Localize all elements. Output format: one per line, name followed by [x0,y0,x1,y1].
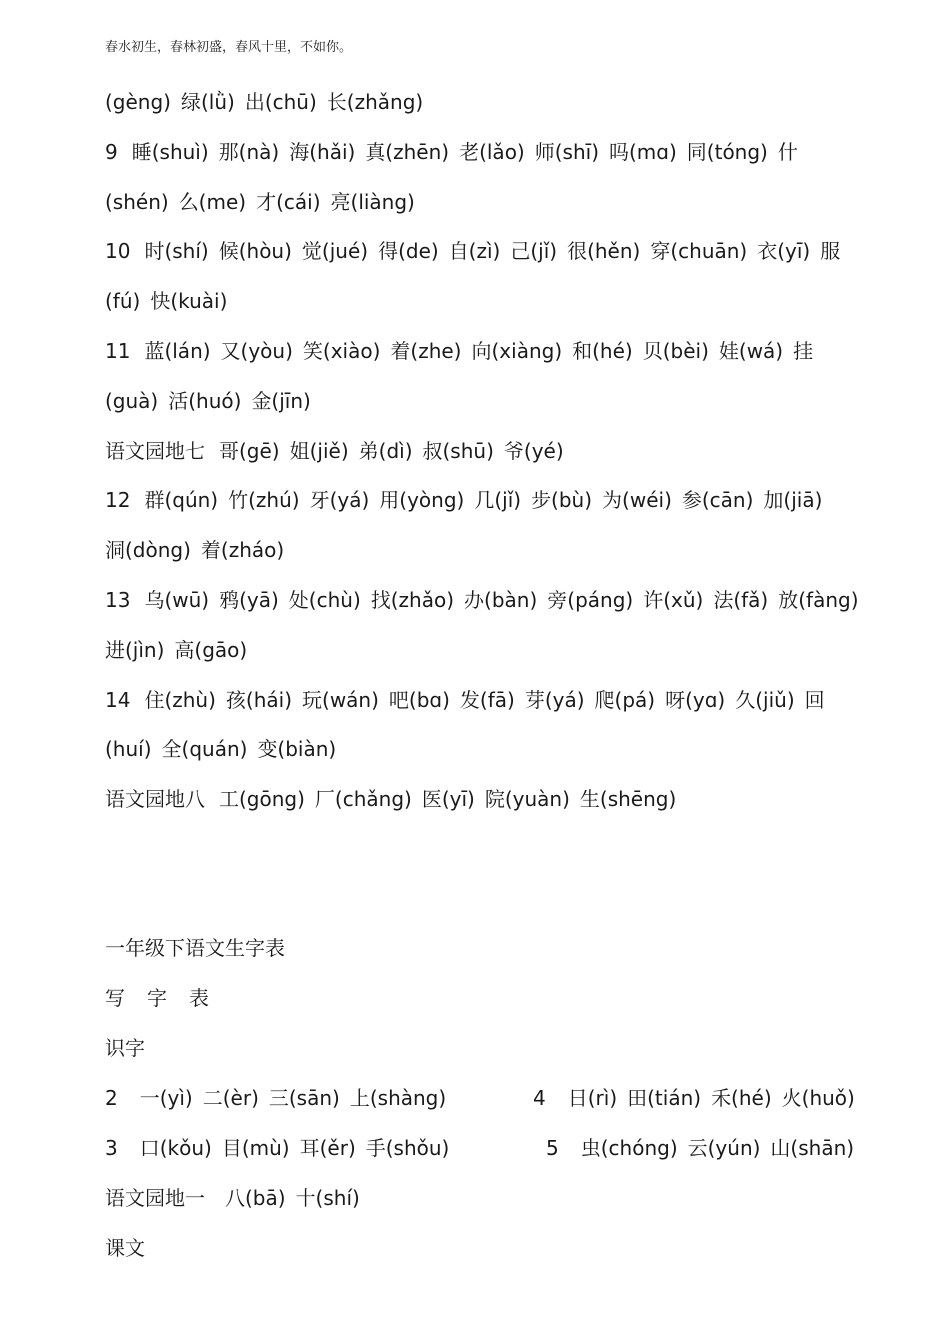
vocab-entry: 洞(dòng) [105,538,191,562]
vocab-entry: 目(mù) [221,1136,290,1160]
vocab-entry: 爬(pá) [594,688,656,712]
vocab-line [105,439,564,463]
vocab-entry: 玩(wán) [302,688,379,712]
vocab-entry: 那(nà) [218,140,280,164]
vocab-entry: 上(shàng) [349,1086,447,1110]
vocab-entry: 用(yòng) [379,488,465,512]
vocab-entry: 进(jìn) [105,638,165,662]
vocab-entry: 院(yuàn) [484,787,570,811]
vocab-entry: 三(sān) [268,1086,340,1110]
two-col-left [105,1136,449,1160]
vocab-line [105,289,227,313]
vocab-entry: 乌(wū) [144,588,210,612]
vocab-entry: 海(hǎi) [289,140,356,164]
vocab-entry: 活(huó) [168,389,242,413]
vocab-entry: 高(gāo) [174,638,248,662]
vocab-entry: 耳(ěr) [299,1136,356,1160]
vocab-entry: 绿(lǜ) [180,90,235,114]
vocab-entry: (shén) [105,190,169,214]
vocab-line [105,737,336,761]
vocab-entry: 叔(shū) [422,439,494,463]
lesson-number: 3 [105,1136,118,1160]
vocab-entry: 厂(chǎng) [314,787,412,811]
vocab-entry: 才(cái) [256,190,321,214]
vocab-entry: 自(zì) [448,239,501,263]
vocab-entry: 火(huǒ) [781,1086,855,1110]
vocab-entry: 工(gōng) [219,787,305,811]
section-title: 一年级下语文生字表 [105,936,285,960]
vocab-entry: 快(kuài) [150,289,228,313]
vocab-entry: 吧(bɑ) [388,688,450,712]
vocab-entry: 手(shǒu) [365,1136,450,1160]
vocab-entry: 口(kǒu) [139,1136,212,1160]
vocab-entry: 亮(liàng) [330,190,415,214]
vocab-line [105,339,813,363]
vocab-entry: 加(jiā) [763,488,823,512]
vocab-line [105,140,798,164]
vocab-entry: 办(bàn) [464,588,538,612]
lesson-number: 12 [105,488,131,512]
garden-one-line [105,1186,360,1210]
vocab-entry: 姐(jiě) [289,439,349,463]
vocab-entry: 变(biàn) [257,737,337,761]
vocab-entry: 笑(xiào) [302,339,381,363]
vocab-entry: 又(yòu) [220,339,293,363]
vocab-entry: 禾(hé) [711,1086,772,1110]
vocab-line [105,688,825,712]
vocab-entry: 时(shí) [144,239,209,263]
vocab-entry: 放(fàng) [778,588,859,612]
vocab-line [105,588,859,612]
vocab-entry: 许(xǔ) [643,588,704,612]
vocab-entry: 出(chū) [244,90,317,114]
vocab-entry: 服 [820,239,841,263]
vocab-entry: 鸦(yā) [219,588,279,612]
lesson-number: 2 [105,1086,118,1110]
vocab-line [105,538,284,562]
subsection-shizi: 识字 [105,1036,145,1060]
vocab-entry: 向(xiàng) [471,339,563,363]
vocab-entry: (gèng) [105,90,171,114]
vocab-line [105,787,676,811]
vocab-entry: 处(chù) [288,588,361,612]
vocab-entry: 一(yì) [139,1086,193,1110]
vocab-entry: 呀(yɑ) [665,688,726,712]
vocab-entry: 发(fā) [459,688,515,712]
section-subtitle [105,986,209,1010]
vocab-entry: 医(yī) [421,787,475,811]
vocab-entry: 爷(yé) [503,439,564,463]
vocab-entry: 田(tián) [627,1086,702,1110]
vocab-entry: 着(zháo) [200,538,285,562]
vocab-entry: 法(fǎ) [713,588,769,612]
vocab-entry: 久(jiǔ) [735,688,795,712]
vocab-entry: 孩(hái) [225,688,293,712]
vocab-entry: 和(hé) [572,339,633,363]
vocab-entry: 十(shí) [295,1186,360,1210]
vocab-line [105,190,415,214]
vocab-entry: 山(shān) [770,1136,855,1160]
garden-label: 语文园地八 [105,787,205,811]
vocab-entry: 娃(wá) [718,339,784,363]
vocab-entry: 虫(chóng) [580,1136,678,1160]
vocab-entry: 几(jǐ) [474,488,522,512]
vocab-line [105,239,840,263]
vocab-entry: 很(hěn) [567,239,641,263]
lesson-number: 4 [533,1086,546,1110]
vocab-entry: 么(me) [178,190,247,214]
vocab-entry: 牙(yá) [309,488,370,512]
vocab-entry: 参(cān) [681,488,754,512]
vocab-entry: 老(lǎo) [459,140,525,164]
vocab-entry: 吗(mɑ) [609,140,677,164]
vocab-entry: 日(rì) [567,1086,618,1110]
two-col-right [546,1136,854,1160]
subsection-kewen: 课文 [105,1236,145,1260]
lesson-number: 9 [105,140,118,164]
vocab-entry: 竹(zhú) [228,488,300,512]
lesson-number: 10 [105,239,131,263]
vocab-line [105,638,247,662]
vocab-entry: 金(jīn) [251,389,311,413]
vocab-entry: (guà) [105,389,159,413]
lesson-number: 11 [105,339,131,363]
lesson-number: 14 [105,688,131,712]
vocab-entry: 贝(bèi) [642,339,709,363]
vocab-entry: 生(shēng) [579,787,677,811]
vocab-entry: 长(zhǎng) [326,90,424,114]
vocab-entry: 云(yún) [687,1136,761,1160]
subtitle-char: 表 [189,986,209,1010]
vocab-line [105,488,822,512]
vocab-entry: 芽(yá) [524,688,585,712]
vocab-entry: 旁(páng) [547,588,634,612]
vocab-entry: 八(bā) [225,1186,286,1210]
vocab-entry: 觉(jué) [301,239,369,263]
vocab-entry: 衣(yī) [757,239,811,263]
vocab-entry: (fú) [105,289,141,313]
vocab-entry: 回 [804,688,825,712]
vocab-entry: 二(èr) [202,1086,259,1110]
vocab-entry: 睡(shuì) [131,140,209,164]
subtitle-char: 字 [147,986,167,1010]
vocab-entry: 蓝(lán) [144,339,211,363]
vocab-entry: 挂 [793,339,814,363]
vocab-entry: 得(de) [378,239,439,263]
vocab-entry: 师(shī) [534,140,599,164]
garden-label: 语文园地七 [105,439,205,463]
vocab-entry: 哥(gē) [219,439,280,463]
vocab-entry: 着(zhe) [390,339,462,363]
subtitle-char: 写 [105,986,125,1010]
vocab-entry: 候(hòu) [218,239,292,263]
vocab-entry: 住(zhù) [144,688,216,712]
vocab-entry: 己(jǐ) [510,239,558,263]
vocab-entry: 真(zhēn) [365,140,450,164]
two-col-right [533,1086,855,1110]
vocab-entry: 找(zhǎo) [370,588,455,612]
vocab-entry: 为(wéi) [602,488,672,512]
garden-label: 语文园地一 [105,1186,205,1210]
lesson-number: 13 [105,588,131,612]
vocab-entry: 什 [777,140,798,164]
lesson-number: 5 [546,1136,559,1160]
vocab-line [105,90,423,114]
vocab-entry: 弟(dì) [358,439,413,463]
vocab-entry: 同(tóng) [686,140,768,164]
vocab-entry: 穿(chuān) [650,239,748,263]
page-header-quote: 春水初生，春林初盛，春风十里，不如你。 [105,40,353,55]
vocab-entry: 全(quán) [161,737,248,761]
vocab-entry: 步(bù) [531,488,593,512]
two-col-left [105,1086,446,1110]
vocab-entry: 群(qún) [144,488,219,512]
vocab-entry: (huí) [105,737,152,761]
vocab-line [105,389,311,413]
